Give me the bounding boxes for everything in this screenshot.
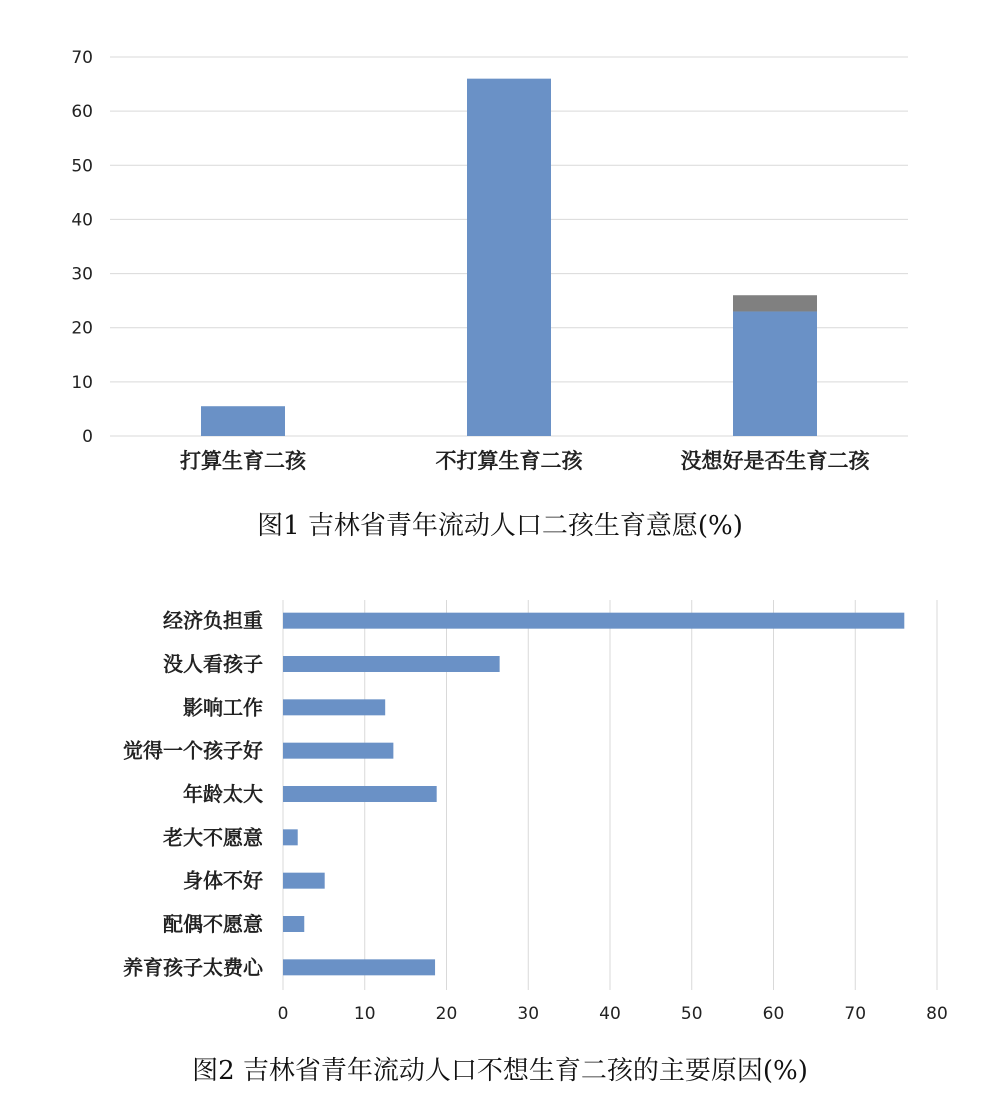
chart-intention	[0, 0, 1000, 500]
y-tick-label: 30	[71, 264, 93, 285]
y-tick-label: 身体不好	[183, 868, 263, 893]
chart1-bars	[201, 79, 817, 436]
y-tick-label: 养育孩子太费心	[123, 955, 263, 980]
bar	[283, 743, 393, 759]
y-tick-label: 影响工作	[183, 695, 263, 720]
chart1-x-axis	[180, 449, 870, 473]
x-tick-label: 80	[926, 1004, 948, 1024]
chart-reasons	[0, 560, 1000, 1045]
x-tick-label: 10	[353, 1004, 376, 1024]
y-tick-label: 觉得一个孩子好	[123, 738, 263, 763]
y-tick-label: 40	[71, 210, 93, 231]
y-tick-label: 60	[71, 102, 93, 123]
bar	[283, 699, 385, 715]
y-tick-label: 50	[71, 156, 93, 177]
chart2-caption: 图2 吉林省青年流动人口不想生育二孩的主要原因(%)	[192, 1056, 808, 1086]
y-tick-label: 经济负担重	[163, 608, 263, 633]
bar	[733, 311, 817, 436]
y-tick-label: 0	[82, 427, 93, 447]
chart1-caption: 图1 吉林省青年流动人口二孩生育意愿(%)	[257, 511, 743, 541]
chart1-y-axis	[71, 48, 93, 447]
bar	[467, 79, 551, 436]
bar	[283, 786, 437, 802]
x-tick-label: 不打算生育二孩	[435, 449, 583, 473]
bar	[201, 406, 285, 436]
bar	[283, 959, 435, 975]
chart2-value-axis	[278, 1004, 948, 1024]
y-tick-label: 没人看孩子	[163, 652, 263, 676]
bar	[283, 916, 304, 932]
x-tick-label: 30	[517, 1004, 540, 1024]
x-tick-label: 没想好是否生育二孩	[680, 449, 870, 473]
x-tick-label: 40	[599, 1004, 621, 1024]
y-tick-label: 20	[71, 318, 93, 339]
bar	[283, 829, 298, 845]
x-tick-label: 0	[277, 1004, 289, 1024]
x-tick-label: 50	[680, 1004, 703, 1024]
bar	[283, 613, 904, 629]
x-tick-label: 打算生育二孩	[180, 449, 306, 473]
bar	[283, 656, 500, 672]
chart2-category-axis	[123, 609, 264, 980]
chart2-bars	[283, 613, 904, 976]
x-tick-label: 60	[762, 1004, 785, 1024]
x-tick-label: 70	[844, 1004, 867, 1024]
y-tick-label: 10	[71, 372, 93, 393]
y-tick-label: 70	[71, 48, 93, 68]
y-tick-label: 配偶不愿意	[163, 912, 263, 936]
bar-segment	[733, 295, 817, 311]
y-tick-label: 年龄太大	[183, 782, 263, 806]
y-tick-label: 老大不愿意	[163, 825, 263, 850]
bar	[283, 873, 325, 889]
x-tick-label: 20	[435, 1004, 458, 1024]
